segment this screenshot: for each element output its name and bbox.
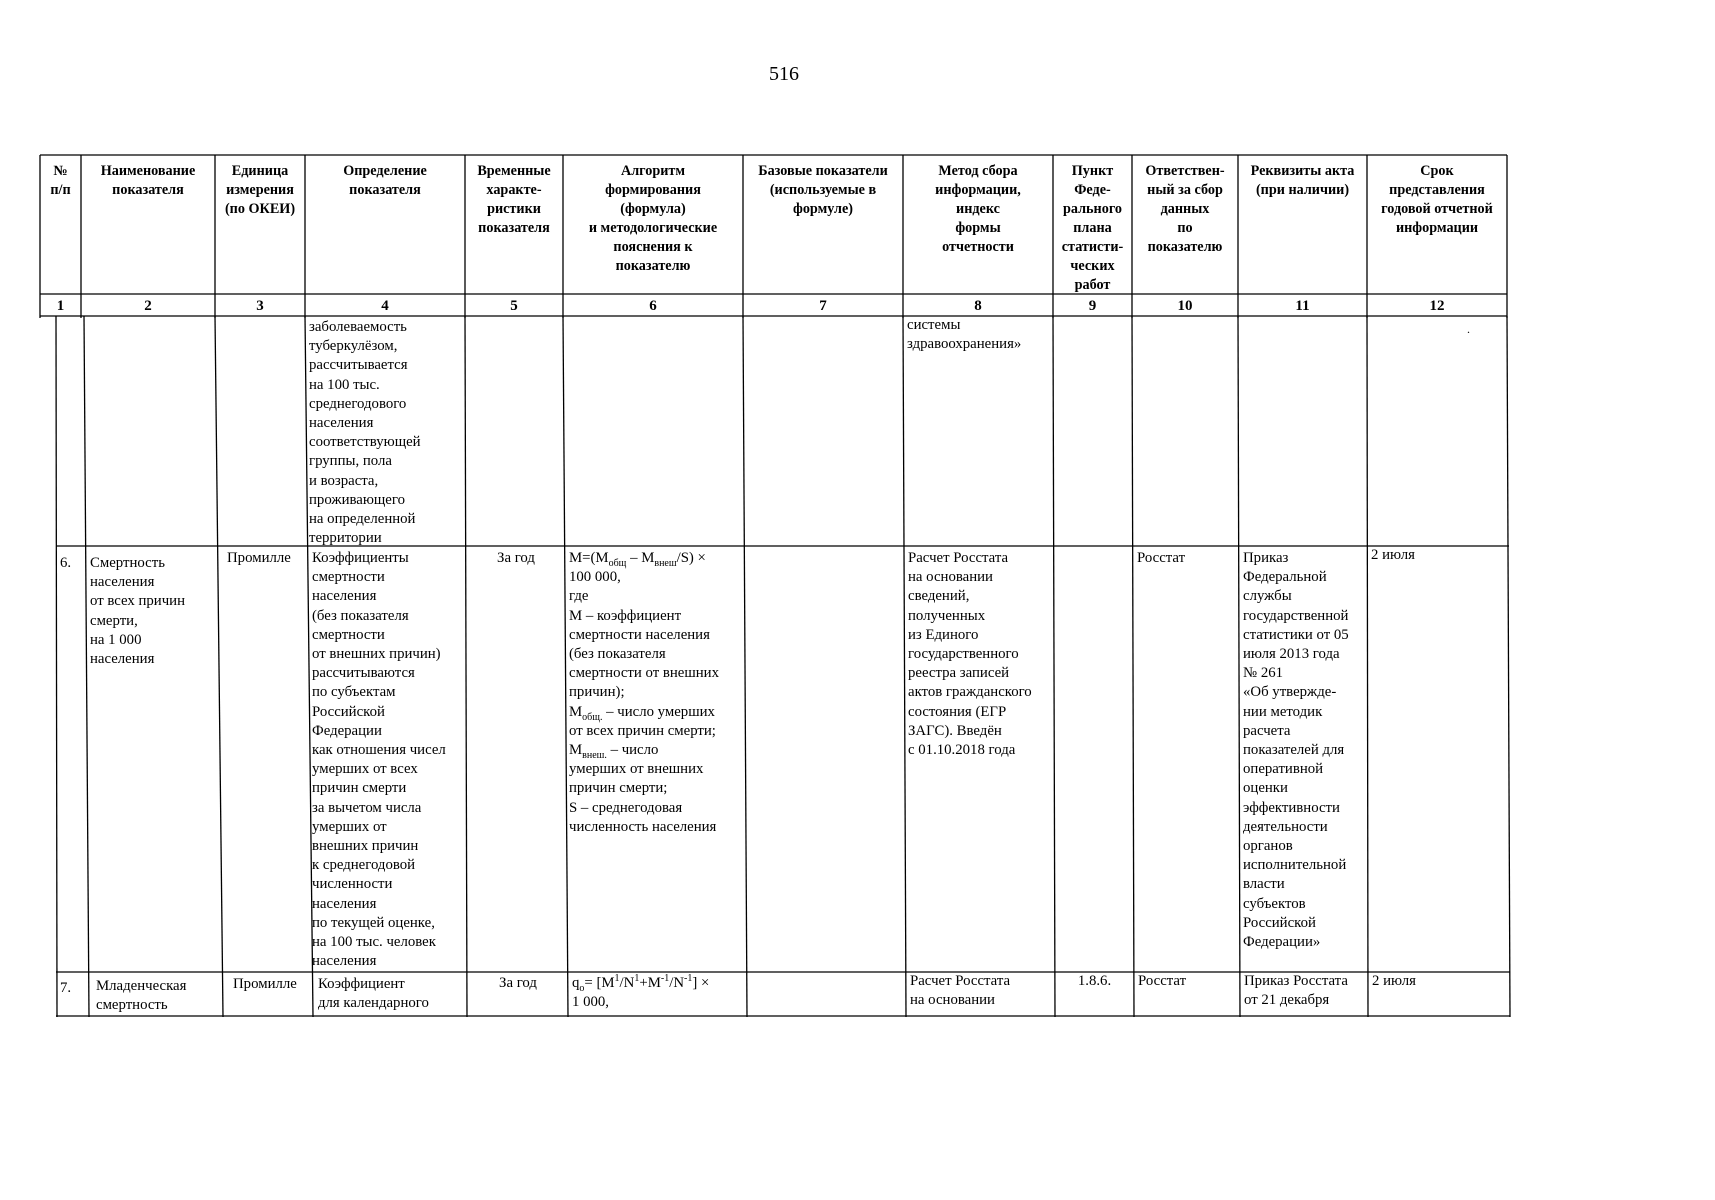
text-line: населения xyxy=(90,574,155,591)
text-line: актов гражданского xyxy=(908,684,1032,701)
formula-line xyxy=(569,703,719,722)
row7-number: 7. xyxy=(60,980,72,996)
text-line: причин смерти xyxy=(312,780,407,797)
header-deadline xyxy=(1367,162,1507,238)
formula-subscript: внеш. xyxy=(582,749,607,761)
header-text: Определение xyxy=(343,163,427,179)
text-line: сведений, xyxy=(908,588,970,605)
cont-definition xyxy=(309,318,421,548)
header-text: статисти- xyxy=(1061,239,1124,255)
header-text: измерения xyxy=(226,182,294,198)
text-line: оперативной xyxy=(1243,761,1324,778)
text-line: рассчитываются xyxy=(312,665,415,682)
row7-algorithm xyxy=(572,974,709,1012)
header-text: информации, xyxy=(935,182,1021,198)
formula-line xyxy=(569,741,719,760)
formula-part: М=(М xyxy=(569,550,609,566)
header-text: формуле) xyxy=(793,201,853,217)
header-text: Срок xyxy=(1420,163,1454,179)
header-text: плана xyxy=(1073,220,1112,236)
formula-part: – число умерших xyxy=(602,703,715,720)
text-line: полученных xyxy=(908,607,986,624)
header-text: Феде- xyxy=(1074,182,1111,198)
text-line: «Об утвержде- xyxy=(1243,684,1337,701)
text-line: Расчет Росстата xyxy=(910,973,1011,989)
text-line: среднегодового xyxy=(309,395,407,412)
row7-definition xyxy=(318,975,429,1013)
formula-line: 1 000, xyxy=(572,994,609,1011)
text-line: июля 2013 года xyxy=(1243,646,1340,663)
text-line: деятельности xyxy=(1243,818,1328,835)
text-line: умерших от всех xyxy=(312,761,418,778)
text-line: смерти, xyxy=(90,612,138,629)
formula-part: = [М xyxy=(584,975,615,991)
formula-part: q xyxy=(572,975,580,991)
header-text: Реквизиты акта xyxy=(1250,163,1355,179)
text-line: Федеральной xyxy=(1243,569,1327,586)
text-line: заболеваемость xyxy=(309,319,407,335)
row6-name xyxy=(90,554,185,669)
header-act xyxy=(1238,162,1367,200)
text-line: Расчет Росстата xyxy=(908,550,1009,566)
text-line: эффективности xyxy=(1243,799,1340,816)
text-line: рассчитывается xyxy=(309,357,408,374)
text-line: как отношения чисел xyxy=(312,742,446,759)
text-line: умерших от xyxy=(312,818,387,835)
row7-responsible: Росстат xyxy=(1138,973,1187,989)
formula-part: /N xyxy=(669,975,685,991)
formula-part: +M xyxy=(639,975,661,991)
header-text: показателя xyxy=(478,220,550,236)
text-line: соответствующей xyxy=(309,434,421,451)
text-line: оценки xyxy=(1243,780,1288,797)
header-text: № xyxy=(53,163,68,179)
header-text: по xyxy=(1177,220,1193,236)
formula-part: /S) × xyxy=(676,550,706,566)
row7-act xyxy=(1244,972,1348,1010)
header-text: Базовые показатели xyxy=(758,163,888,179)
text-line: с 01.10.2018 года xyxy=(908,742,1016,759)
text-line: смертности населения xyxy=(569,626,710,643)
text-line: здравоохранения» xyxy=(907,336,1022,353)
text-line: населения xyxy=(90,651,155,668)
formula-part: – М xyxy=(626,550,655,566)
text-line: S – среднегодовая xyxy=(569,799,683,816)
text-line: Российской xyxy=(1243,914,1316,931)
text-line: системы xyxy=(907,317,961,333)
text-line: Смертность xyxy=(90,555,165,571)
text-line: группы, пола xyxy=(309,453,392,470)
header-method xyxy=(903,162,1053,257)
row6-act xyxy=(1243,549,1349,952)
page-number: 516 xyxy=(769,63,799,85)
header-text: (при наличии) xyxy=(1255,182,1350,198)
column-number: 4 xyxy=(381,298,389,314)
text-line: состояния (ЕГР xyxy=(908,703,1007,720)
row6-deadline: 2 июля xyxy=(1371,547,1415,563)
header-text: характе- xyxy=(486,182,542,198)
formula-line xyxy=(569,549,719,568)
header-text: Алгоритм xyxy=(620,163,686,179)
text-line: на определенной xyxy=(309,511,416,528)
formula-part: ] × xyxy=(692,975,710,991)
text-line: Коэффициент xyxy=(318,976,405,992)
header-number xyxy=(40,162,81,200)
text-line: населения xyxy=(309,415,374,432)
text-line: нии методик xyxy=(1243,703,1323,720)
header-text: ческих xyxy=(1070,258,1115,274)
text-line: Приказ xyxy=(1243,550,1289,566)
formula-part: М xyxy=(569,703,583,720)
header-plan-item xyxy=(1053,162,1132,295)
text-line: № 261 xyxy=(1243,665,1284,682)
header-text: годовой отчетной xyxy=(1381,201,1493,217)
header-text: данных xyxy=(1160,201,1210,217)
formula-subscript: общ xyxy=(608,557,627,569)
header-text: формы xyxy=(955,220,1001,236)
text-line: (без показателя xyxy=(569,646,666,663)
text-line: М – коэффициент xyxy=(569,607,682,624)
row6-algorithm xyxy=(569,549,719,837)
header-text: (используемые в xyxy=(769,182,877,198)
text-line: власти xyxy=(1243,876,1285,893)
text-line: внешних причин xyxy=(312,838,419,855)
row6-responsible: Росстат xyxy=(1137,550,1186,566)
row7-deadline: 2 июля xyxy=(1372,973,1416,989)
row7-method xyxy=(910,972,1010,1010)
header-text: Наименование xyxy=(100,163,196,179)
text-line: государственного xyxy=(908,646,1019,663)
text-line: на основании xyxy=(910,992,995,1009)
text-line: смертности xyxy=(312,626,385,643)
text-line: субъектов xyxy=(1243,895,1306,912)
column-number: 3 xyxy=(256,298,264,314)
text-line: государственной xyxy=(1243,607,1349,624)
text-line: Российской xyxy=(312,703,385,720)
header-text: пояснения к xyxy=(613,239,693,255)
column-number: 7 xyxy=(819,298,827,314)
text-line: исполнительной xyxy=(1243,857,1347,874)
text-line: территории xyxy=(309,530,382,547)
header-text: показателя xyxy=(349,182,421,198)
formula-subscript: o xyxy=(579,982,585,994)
formula-superscript: 1 xyxy=(614,973,620,985)
text-line: Младенческая xyxy=(96,978,187,994)
column-number: 11 xyxy=(1295,298,1310,314)
text-line: органов xyxy=(1243,838,1293,855)
formula-subscript: внеш xyxy=(654,557,677,569)
formula-line: 100 000, xyxy=(569,569,621,586)
column-number: 8 xyxy=(974,298,982,314)
text-line: расчета xyxy=(1243,722,1291,739)
formula-part: – число xyxy=(606,742,659,759)
header-unit xyxy=(215,162,305,219)
formula-part: М xyxy=(569,742,583,759)
cont-method xyxy=(907,316,1021,354)
text-line: за вычетом числа xyxy=(312,799,422,816)
row6-unit: Промилле xyxy=(227,550,291,566)
formula-line xyxy=(572,974,709,993)
text-line: проживающего xyxy=(309,491,405,508)
column-number: 12 xyxy=(1429,298,1445,314)
column-number: 10 xyxy=(1177,298,1193,314)
text-line: от всех причин xyxy=(90,593,186,610)
header-text: информации xyxy=(1395,220,1479,236)
text-line: по субъектам xyxy=(312,684,396,701)
text-line: смертность xyxy=(96,997,168,1014)
header-text: ный за сбор xyxy=(1147,182,1223,198)
header-text: (по ОКЕИ) xyxy=(224,201,296,217)
text-line: для календарного xyxy=(318,995,429,1012)
text-line: к среднегодовой xyxy=(312,857,416,874)
text-line: на основании xyxy=(908,569,993,586)
text-line: причин); xyxy=(569,684,625,701)
column-number: 1 xyxy=(56,298,65,314)
header-text: п/п xyxy=(50,182,71,198)
text-line: показателей для xyxy=(1243,742,1345,759)
header-indicator-name xyxy=(81,162,215,200)
header-text: представления xyxy=(1389,182,1485,198)
row6-number: 6. xyxy=(60,555,72,571)
text-line: статистики от 05 xyxy=(1243,626,1349,643)
header-text: Пункт xyxy=(1071,163,1114,179)
header-text: формирования xyxy=(605,182,701,198)
header-text: показателю xyxy=(1147,239,1223,255)
text-line: где xyxy=(569,588,589,605)
column-number: 2 xyxy=(144,298,152,314)
text-line: Федерации xyxy=(312,722,382,739)
header-algorithm xyxy=(563,162,743,276)
header-text: Ответствен- xyxy=(1145,163,1225,179)
header-text: Единица xyxy=(231,163,289,179)
formula-superscript: -1 xyxy=(660,973,670,985)
header-text: Временные xyxy=(477,163,551,179)
text-line: населения xyxy=(312,953,377,970)
text-line: (без показателя xyxy=(312,607,409,624)
text-line: Приказ Росстата xyxy=(1244,973,1348,989)
text-line: на 1 000 xyxy=(90,631,142,648)
text-line: от внешних причин) xyxy=(312,646,441,663)
header-time xyxy=(465,162,563,238)
text-line: Федерации» xyxy=(1243,934,1321,951)
text-line: на 100 тыс. человек xyxy=(312,934,436,951)
formula-superscript: 1 xyxy=(634,973,640,985)
header-text: Метод сбора xyxy=(938,163,1018,179)
text-line: ЗАГС). Введён xyxy=(908,722,1002,739)
header-definition xyxy=(305,162,465,200)
formula-superscript: -1 xyxy=(684,973,693,985)
text-line: реестра записей xyxy=(908,665,1010,682)
text-line: от 21 декабря xyxy=(1244,992,1330,1009)
text-line: по текущей оценке, xyxy=(312,914,435,931)
text-line: на 100 тыс. xyxy=(309,376,380,393)
text-line: численности xyxy=(312,876,393,893)
column-number: 6 xyxy=(649,298,657,314)
row7-time: За год xyxy=(499,975,537,991)
text-line: причин смерти; xyxy=(569,780,668,797)
text-line: из Единого xyxy=(908,626,979,643)
row6-definition xyxy=(312,549,446,971)
text-line: смертности xyxy=(312,569,385,586)
text-line: населения xyxy=(312,895,377,912)
text-line: и возраста, xyxy=(309,472,379,489)
row7-plan-item: 1.8.6. xyxy=(1077,973,1112,989)
header-text: отчетности xyxy=(942,239,1014,255)
text-line: численность населения xyxy=(569,818,717,835)
row7-name xyxy=(96,977,186,1015)
header-text: и методологические xyxy=(588,220,718,236)
header-text: индекс xyxy=(956,201,1000,217)
formula-subscript: общ. xyxy=(582,711,603,723)
row6-method xyxy=(908,549,1032,760)
text-line: населения xyxy=(312,588,377,605)
header-text: ристики xyxy=(487,201,541,217)
header-responsible xyxy=(1132,162,1238,257)
text-line: умерших от внешних xyxy=(569,761,704,778)
header-text: работ xyxy=(1074,277,1111,293)
column-number: 9 xyxy=(1088,298,1097,314)
header-base-indicators xyxy=(743,162,903,219)
header-text: показателю xyxy=(615,258,691,274)
text-line: туберкулёзом, xyxy=(309,338,398,355)
stray-mark: . xyxy=(1467,322,1470,336)
text-line: службы xyxy=(1243,588,1292,605)
header-text: (формула) xyxy=(620,201,686,217)
text-line: от всех причин смерти; xyxy=(569,722,716,739)
text-line: Коэффициенты xyxy=(312,550,409,566)
column-number: 5 xyxy=(510,298,518,314)
row6-time: За год xyxy=(497,550,535,566)
header-text: рального xyxy=(1062,201,1123,217)
row7-unit: Промилле xyxy=(233,976,297,992)
header-text: показателя xyxy=(112,182,184,198)
formula-part: /N xyxy=(619,975,635,991)
text-line: смертности от внешних xyxy=(569,665,719,682)
